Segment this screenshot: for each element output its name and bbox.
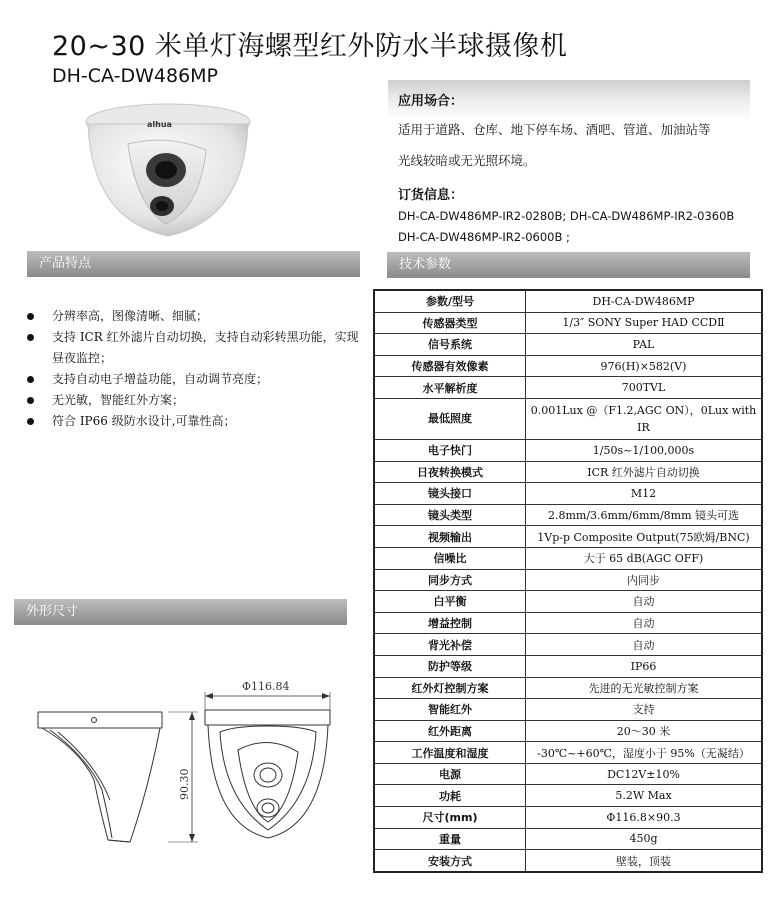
spec-value: 976(H)×582(V) bbox=[526, 355, 763, 377]
table-row bbox=[374, 785, 762, 807]
table-row bbox=[374, 807, 762, 829]
spec-value: 2.8mm/3.6mm/6mm/8mm 镜头可选 bbox=[526, 504, 763, 526]
specs-section-bar: 技术参数 bbox=[387, 252, 750, 278]
spec-value: DC12V±10% bbox=[526, 763, 763, 785]
spec-value: 700TVL bbox=[526, 377, 763, 399]
table-row bbox=[374, 850, 762, 872]
spec-value: 支持 bbox=[526, 699, 763, 721]
table-row bbox=[374, 677, 762, 699]
table-row bbox=[374, 377, 762, 399]
spec-value: 内同步 bbox=[526, 569, 763, 591]
ordering-line1: DH-CA-DW486MP-IR2-0280B; DH-CA-DW486MP-IR2-0360B bbox=[398, 209, 735, 223]
spec-key: 传感器有效像素 bbox=[374, 355, 526, 377]
feature-item: 符合 IP66 级防水设计,可靠性高； bbox=[25, 411, 370, 432]
dimensions-section-bar: 外形尺寸 bbox=[14, 599, 347, 625]
spec-value: 自动 bbox=[526, 634, 763, 656]
diameter-label: Φ116.84 bbox=[242, 680, 290, 693]
table-row bbox=[374, 526, 762, 548]
dimension-drawing bbox=[20, 640, 365, 860]
table-row bbox=[374, 547, 762, 569]
spec-key: 功耗 bbox=[374, 785, 526, 807]
table-row bbox=[374, 763, 762, 785]
spec-key: 尺寸(mm) bbox=[374, 807, 526, 829]
table-row bbox=[374, 504, 762, 526]
spec-key: 信号系统 bbox=[374, 334, 526, 356]
table-row bbox=[374, 591, 762, 613]
spec-value: 20～30 米 bbox=[526, 720, 763, 742]
spec-key: 工作温度和湿度 bbox=[374, 742, 526, 764]
spec-key: 白平衡 bbox=[374, 591, 526, 613]
spec-key: 参数/型号 bbox=[374, 290, 526, 312]
spec-value: ICR 红外滤片自动切换 bbox=[526, 461, 763, 483]
spec-value: 5.2W Max bbox=[526, 785, 763, 807]
spec-value: IP66 bbox=[526, 655, 763, 677]
table-row bbox=[374, 720, 762, 742]
table-row bbox=[374, 634, 762, 656]
spec-table bbox=[373, 289, 763, 873]
application-text-line2: 光线较暗或无光照环境。 bbox=[398, 153, 536, 168]
spec-key: 电源 bbox=[374, 763, 526, 785]
bullet-icon bbox=[27, 376, 34, 383]
spec-value: 大于 65 dB(AGC OFF) bbox=[526, 547, 763, 569]
bullet-icon bbox=[27, 313, 34, 320]
spec-value: 0.001Lux @（F1.2,AGC ON），0Lux with IR bbox=[526, 398, 763, 439]
bullet-icon bbox=[27, 418, 34, 425]
spec-value: 自动 bbox=[526, 591, 763, 613]
table-row bbox=[374, 461, 762, 483]
application-heading: 应用场合： bbox=[398, 94, 464, 109]
feature-item: 无光敏，智能红外方案； bbox=[25, 390, 370, 411]
table-row bbox=[374, 655, 762, 677]
spec-key: 镜头接口 bbox=[374, 483, 526, 505]
model-number: DH-CA-DW486MP bbox=[52, 65, 219, 87]
table-row bbox=[374, 699, 762, 721]
features-section-bar: 产品特点 bbox=[27, 251, 360, 277]
spec-value: 1/50s~1/100,000s bbox=[526, 439, 763, 461]
camera-photo bbox=[78, 100, 258, 240]
height-label: 90.30 bbox=[178, 768, 191, 800]
spec-value: M12 bbox=[526, 483, 763, 505]
spec-key: 视频输出 bbox=[374, 526, 526, 548]
spec-key: 日夜转换模式 bbox=[374, 461, 526, 483]
table-row bbox=[374, 334, 762, 356]
feature-item: 支持自动电子增益功能，自动调节亮度； bbox=[25, 369, 370, 390]
table-row bbox=[374, 828, 762, 850]
spec-value: 自动 bbox=[526, 612, 763, 634]
table-row bbox=[374, 355, 762, 377]
spec-key: 安装方式 bbox=[374, 850, 526, 872]
spec-value: PAL bbox=[526, 334, 763, 356]
ordering-heading: 订货信息： bbox=[398, 188, 464, 203]
spec-key: 红外距离 bbox=[374, 720, 526, 742]
spec-key: 防护等级 bbox=[374, 655, 526, 677]
table-row bbox=[374, 483, 762, 505]
spec-value: DH-CA-DW486MP bbox=[526, 290, 763, 312]
table-row bbox=[374, 398, 762, 439]
spec-key: 红外灯控制方案 bbox=[374, 677, 526, 699]
table-row bbox=[374, 290, 762, 312]
spec-value: -30℃~+60℃，湿度小于 95%（无凝结） bbox=[526, 742, 763, 764]
spec-key: 增益控制 bbox=[374, 612, 526, 634]
spec-value: 壁装，顶装 bbox=[526, 850, 763, 872]
spec-key: 镜头类型 bbox=[374, 504, 526, 526]
feature-item: 分辨率高，图像清晰、细腻； bbox=[25, 306, 370, 327]
spec-key: 背光补偿 bbox=[374, 634, 526, 656]
spec-key: 重量 bbox=[374, 828, 526, 850]
spec-value: 1Vp-p Composite Output(75欧姆/BNC) bbox=[526, 526, 763, 548]
spec-value: 1/3″ SONY Super HAD CCDⅡ bbox=[526, 312, 763, 334]
camera-brand-logo: alhua bbox=[147, 120, 172, 129]
bullet-icon bbox=[27, 334, 34, 341]
table-row bbox=[374, 312, 762, 334]
spec-key: 最低照度 bbox=[374, 398, 526, 439]
page-title: 20~30 米单灯海螺型红外防水半球摄像机 bbox=[52, 31, 568, 62]
info-box bbox=[388, 80, 750, 248]
feature-item: 支持 ICR 红外滤片自动切换，支持自动彩转黑功能，实现昼夜监控； bbox=[25, 327, 370, 369]
spec-value: 450g bbox=[526, 828, 763, 850]
spec-value: Φ116.8×90.3 bbox=[526, 807, 763, 829]
spec-key: 智能红外 bbox=[374, 699, 526, 721]
table-row bbox=[374, 439, 762, 461]
spec-key: 信噪比 bbox=[374, 547, 526, 569]
spec-key: 同步方式 bbox=[374, 569, 526, 591]
spec-value: 先进的无光敏控制方案 bbox=[526, 677, 763, 699]
table-row bbox=[374, 612, 762, 634]
application-text-line1: 适用于道路、仓库、地下停车场、酒吧、管道、加油站等 bbox=[398, 122, 711, 137]
bullet-icon bbox=[27, 397, 34, 404]
table-row bbox=[374, 742, 762, 764]
ordering-line2: DH-CA-DW486MP-IR2-0600B ; bbox=[398, 230, 570, 244]
spec-key: 水平解析度 bbox=[374, 377, 526, 399]
features-list bbox=[25, 306, 370, 432]
spec-key: 传感器类型 bbox=[374, 312, 526, 334]
spec-key: 电子快门 bbox=[374, 439, 526, 461]
table-row bbox=[374, 569, 762, 591]
